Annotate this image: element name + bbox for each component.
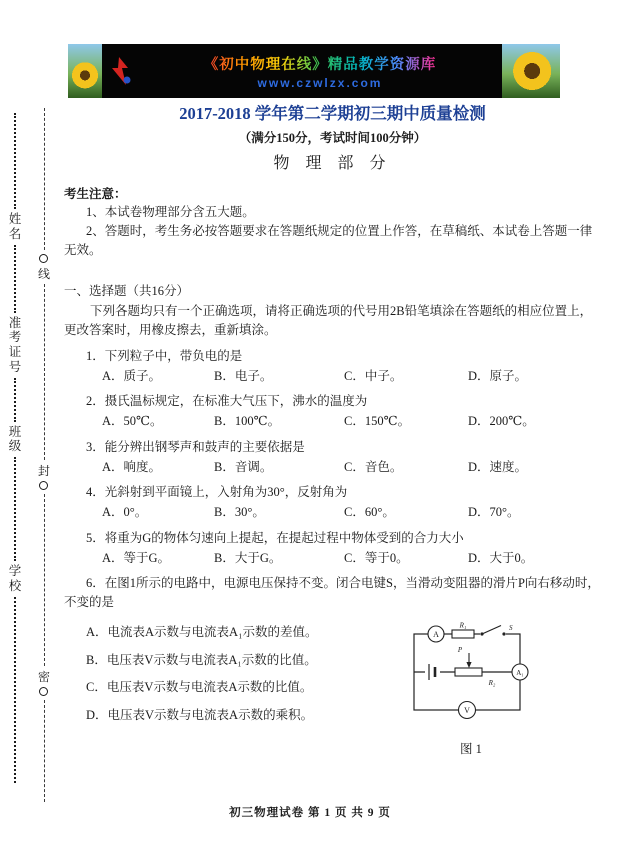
seal-dash <box>44 108 45 250</box>
fill-line <box>14 457 16 561</box>
field-class-label: 班级 <box>8 424 22 454</box>
option-c: C．中子。 <box>344 368 403 383</box>
notice-item-1: 1、本试卷物理部分含五大题。 <box>86 205 255 220</box>
question-6 <box>64 574 601 758</box>
seal-mark-xian <box>38 252 50 282</box>
circuit-diagram <box>408 622 534 722</box>
slider-p-label: P <box>457 645 463 654</box>
notice-label: 考生注意： <box>64 186 127 201</box>
question-options <box>102 367 601 386</box>
seal-ring <box>39 687 48 696</box>
figure-caption: 图 1 <box>460 741 482 756</box>
option-c: C．等于0。 <box>344 550 409 565</box>
seal-dash <box>44 700 45 802</box>
seal-dash <box>44 494 45 666</box>
figure-1 <box>405 622 537 759</box>
seal-fields-rail <box>4 110 26 786</box>
ammeter-a1-label: A₁ <box>516 668 524 677</box>
resistor-r1-label: R₁ <box>459 621 467 630</box>
logo-graphic <box>107 56 133 86</box>
option-b: B．电压表V示数与电流表A₁示数的比值。 <box>86 652 317 667</box>
option-b: B．30°。 <box>214 505 265 519</box>
fill-line <box>14 597 16 783</box>
exam-content <box>64 102 601 758</box>
sunflower-image-left <box>68 44 102 98</box>
question-text: 5．将重为G的物体匀速向上提起，在提起过程中物体受到的合力大小 <box>86 530 464 545</box>
option-b: B．电子。 <box>214 368 273 383</box>
ammeter-a-label: A <box>433 629 439 639</box>
option-d: D．70°。 <box>468 505 520 519</box>
question-text: 3．能分辨出钢琴声和鼓声的主要依据是 <box>86 439 305 454</box>
question-options <box>64 614 405 759</box>
option-a: A．50℃。 <box>102 414 163 428</box>
option-a: A．等于G。 <box>102 550 171 565</box>
option-b: B．100℃。 <box>214 414 281 428</box>
question-5 <box>64 529 601 568</box>
option-b: B．大于G。 <box>214 550 282 565</box>
question-text: 1．下列粒子中，带负电的是 <box>86 348 243 363</box>
seal-line-rail <box>35 106 53 804</box>
option-b: B．音调。 <box>214 459 273 474</box>
option-a: A．质子。 <box>102 368 162 383</box>
option-d: D．原子。 <box>468 368 528 383</box>
part-title: 物 理 部 分 <box>273 154 392 172</box>
option-d: D．大于0。 <box>468 550 534 565</box>
question-options <box>102 412 601 431</box>
question-text: 2．摄氏温标规定，在标准大气压下，沸水的温度为 <box>86 394 368 409</box>
question-options <box>102 549 601 568</box>
field-exam-no-label: 准考证号 <box>8 315 22 374</box>
question-text: 6．在图1所示的电路中，电源电压保持不变。闭合电键S，当滑动变阻器的滑片P向右移动时，不变的是 <box>64 576 600 609</box>
seal-mark-feng <box>38 462 50 492</box>
question-options <box>102 458 601 477</box>
page-footer: 初三物理试卷 第 1 页 共 9 页 <box>229 807 391 819</box>
seal-ring <box>39 481 48 490</box>
question-3 <box>64 438 601 477</box>
switch-s-label: S <box>509 623 513 632</box>
option-a: A．响度。 <box>102 459 162 474</box>
option-a: A．0°。 <box>102 505 148 519</box>
seal-char: 密 <box>37 670 50 684</box>
seal-ring <box>39 254 48 263</box>
option-c: C．电压表V示数与电流表A示数的比值。 <box>86 680 313 695</box>
seal-char: 线 <box>37 267 50 281</box>
site-logo <box>102 44 138 98</box>
exam-title: 2017-2018 学年第二学期初三期中质量检测 <box>179 104 486 123</box>
rheostat-r2-label: R₂ <box>488 678 496 687</box>
option-d: D．电压表V示数与电流表A示数的乘积。 <box>86 708 314 722</box>
field-name-label: 姓名 <box>8 212 22 241</box>
site-url: www.czwlzx.com <box>257 75 383 90</box>
question-1 <box>64 347 601 386</box>
field-school-label: 学校 <box>8 564 22 593</box>
seal-char: 封 <box>37 464 50 478</box>
section-one-intro: 下列各题均只有一个正确选项，请将正确选项的代号用2B铅笔填涂在答题纸的相应位置上，更改答案时，用橡皮擦去，重新填涂。 <box>64 304 593 337</box>
site-title: 《初中物理在线》精品教学资源库 <box>204 53 437 74</box>
option-d: D．200℃。 <box>468 414 535 428</box>
fill-line <box>14 378 16 422</box>
question-2 <box>64 392 601 431</box>
exam-meta: （满分150分，考试时间100分钟） <box>238 130 427 145</box>
section-one-heading: 一、选择题（共16分） <box>64 283 190 298</box>
sunflower-image-right <box>502 44 560 98</box>
seal-dash <box>44 284 45 460</box>
banner-text <box>138 44 502 98</box>
option-d: D．速度。 <box>468 459 528 474</box>
question-options <box>102 503 601 522</box>
question-text: 4．光斜射到平面镜上，入射角为30°，反射角为 <box>86 485 348 500</box>
option-a: A．电流表A示数与电流表A₁示数的差值。 <box>86 624 318 639</box>
option-c: C．音色。 <box>344 459 403 474</box>
question-4 <box>64 483 601 522</box>
site-banner <box>68 44 560 98</box>
fill-line <box>14 245 16 313</box>
option-c: C．150℃。 <box>344 414 411 428</box>
fill-line <box>14 113 16 209</box>
voltmeter-v-label: V <box>464 705 470 715</box>
seal-mark-mi <box>38 668 50 698</box>
option-c: C．60°。 <box>344 505 395 519</box>
notice-item-2: 2、答题时，考生务必按答题要求在答题纸规定的位置上作答，在草稿纸、本试卷上答题一律无效。 <box>64 224 593 257</box>
